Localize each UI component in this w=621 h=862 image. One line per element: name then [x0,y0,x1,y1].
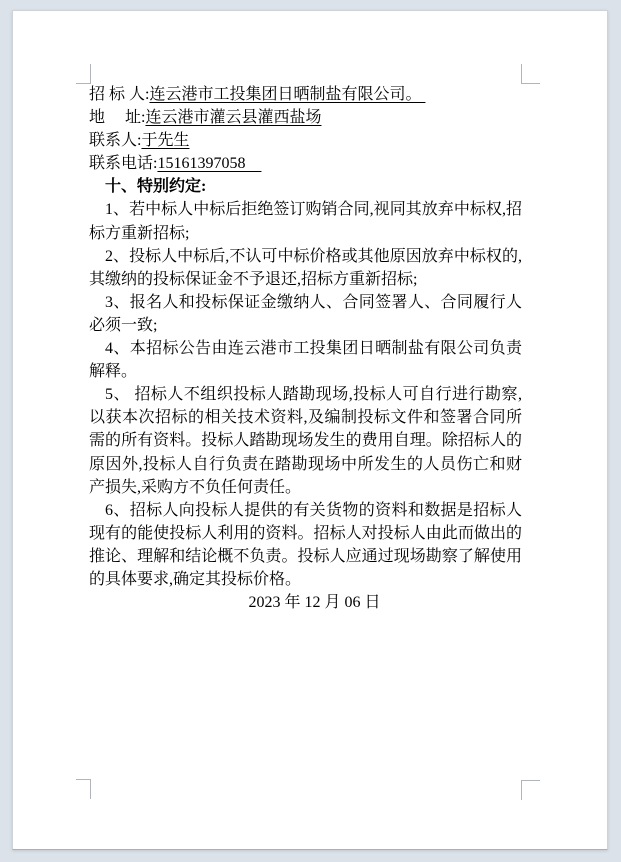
margin-mark-top-right [521,64,540,84]
clause-6[interactable]: 6、招标人向投标人提供的有关货物的资料和数据是招标人现有的能使投标人利用的资料。招标人对投标人由此而做出的推论、理解和结论概不负责。投标人应通过现场勘察了解使用的具体要求,确定其投标价格。 [89,501,522,588]
date-line[interactable]: 2023 年 12 月 06 日 [248,594,381,612]
clause-5[interactable]: 5、 招标人不组织投标人踏勘现场,投标人可自行进行勘察,以获本次招标的相关技术资料,及编制投标文件和签署合同所需的所有资料。投标人踏勘现场发生的费用自理。除招标人的原因外,投标人自行负责在踏勘现场中所发生的人员伤亡和财产损失,采购方不负任何责任。 [89,386,522,496]
contact-phone-label: 联系电话: [89,155,158,173]
document-body [89,83,522,614]
address-line[interactable] [89,106,522,129]
contact-person-value: 于先生 [141,132,190,150]
tenderer-value: 连云港市工投集团日晒制盐有限公司。 [149,86,426,103]
margin-mark-bottom-right [521,780,540,800]
document-page[interactable] [12,10,608,850]
clause-1[interactable]: 1、若中标人中标后拒绝签订购销合同,视同其放弃中标权,招标方重新招标; [89,201,522,242]
tenderer-line[interactable] [89,83,522,106]
address-label: 地 址: [89,109,146,127]
address-value: 连云港市灌云县灌西盐场 [145,109,322,127]
margin-mark-top-left [76,64,91,84]
clause-3[interactable]: 3、报名人和投标保证金缴纳人、合同签署人、合同履行人必须一致; [89,293,522,334]
clause-4[interactable]: 4、本招标公告由连云港市工投集团日晒制盐有限公司负责解释。 [89,340,522,381]
contact-person-label: 联系人: [89,132,142,150]
margin-mark-bottom-left [76,779,91,799]
section-heading[interactable]: 十、特别约定: [105,178,207,196]
contact-phone-line[interactable] [89,152,522,175]
contact-person-line[interactable] [89,129,522,152]
clause-2[interactable]: 2、投标人中标后,不认可中标价格或其他原因放弃中标权的,其缴纳的投标保证金不予退还,招标方重新招标; [89,247,522,288]
tenderer-label: 招 标 人: [89,86,150,103]
contact-phone-value: 15161397058 [157,155,262,173]
